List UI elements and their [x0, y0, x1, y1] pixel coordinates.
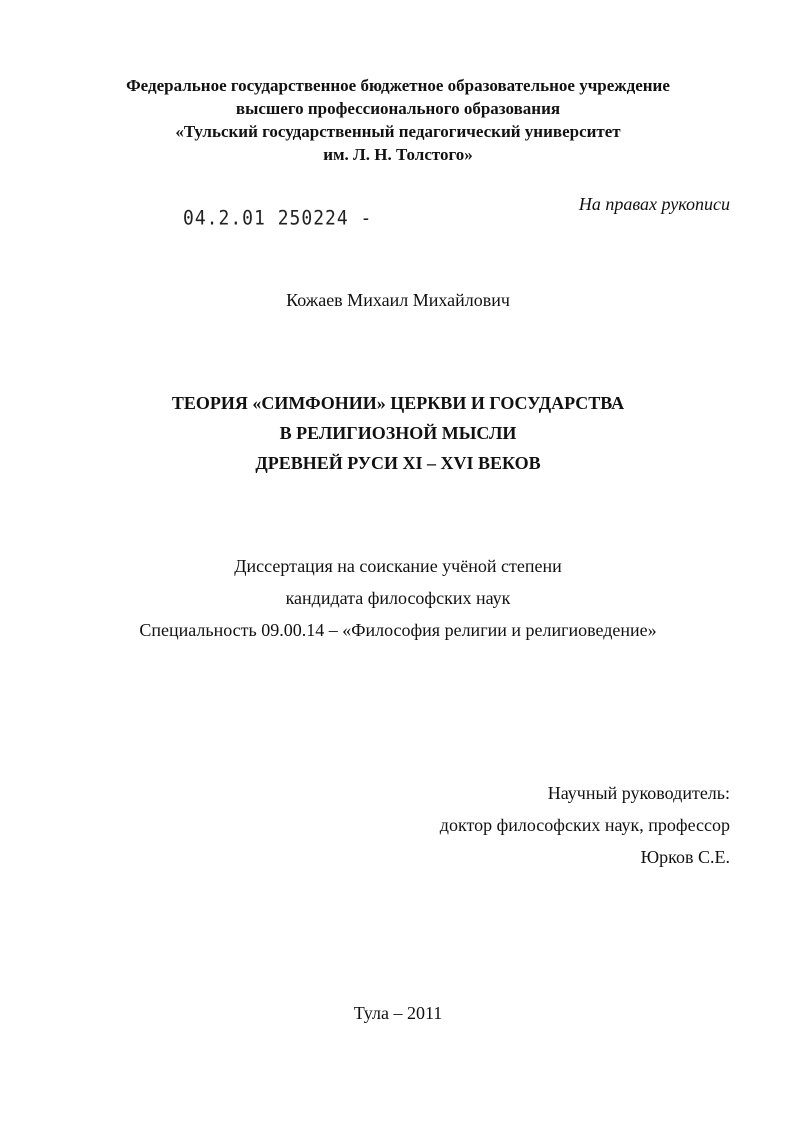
- title-line-3: ДРЕВНЕЙ РУСИ XI – XVI ВЕКОВ: [255, 453, 541, 473]
- title-line-2: В РЕЛИГИОЗНОЙ МЫСЛИ: [279, 423, 517, 443]
- degree-line-2: кандидата философских наук: [285, 588, 511, 608]
- degree-line-1: Диссертация на соискание учёной степени: [234, 556, 562, 576]
- supervisor-credentials: доктор философских наук, профессор: [439, 815, 730, 835]
- supervisor-name: Юрков С.Е.: [640, 847, 730, 867]
- institution-line-2: высшего профессионального образования: [235, 99, 561, 118]
- manuscript-rights-note: На правах рукописи: [578, 194, 730, 214]
- institution-line-4: им. Л. Н. Толстого»: [323, 145, 473, 164]
- degree-specialty: Специальность 09.00.14 – «Философия религии и религиоведение»: [139, 620, 657, 640]
- place-and-year: Тула – 2011: [353, 1003, 443, 1023]
- institution-line-1: Федеральное государственное бюджетное образовательное учреждение: [126, 76, 670, 95]
- title-line-1: ТЕОРИЯ «СИМФОНИИ» ЦЕРКВИ И ГОСУДАРСТВА: [171, 393, 625, 413]
- degree-info: [0, 550, 796, 646]
- institution-line-3: «Тульский государственный педагогический университет: [175, 122, 621, 141]
- supervisor-block: [440, 777, 730, 873]
- institution-header: [0, 74, 796, 166]
- supervisor-label: Научный руководитель:: [547, 783, 730, 803]
- author-name: Кожаев Михаил Михайлович: [286, 290, 510, 310]
- dissertation-title: [0, 388, 796, 478]
- archive-code-stamp: 04.2.01 250224 -: [183, 207, 373, 231]
